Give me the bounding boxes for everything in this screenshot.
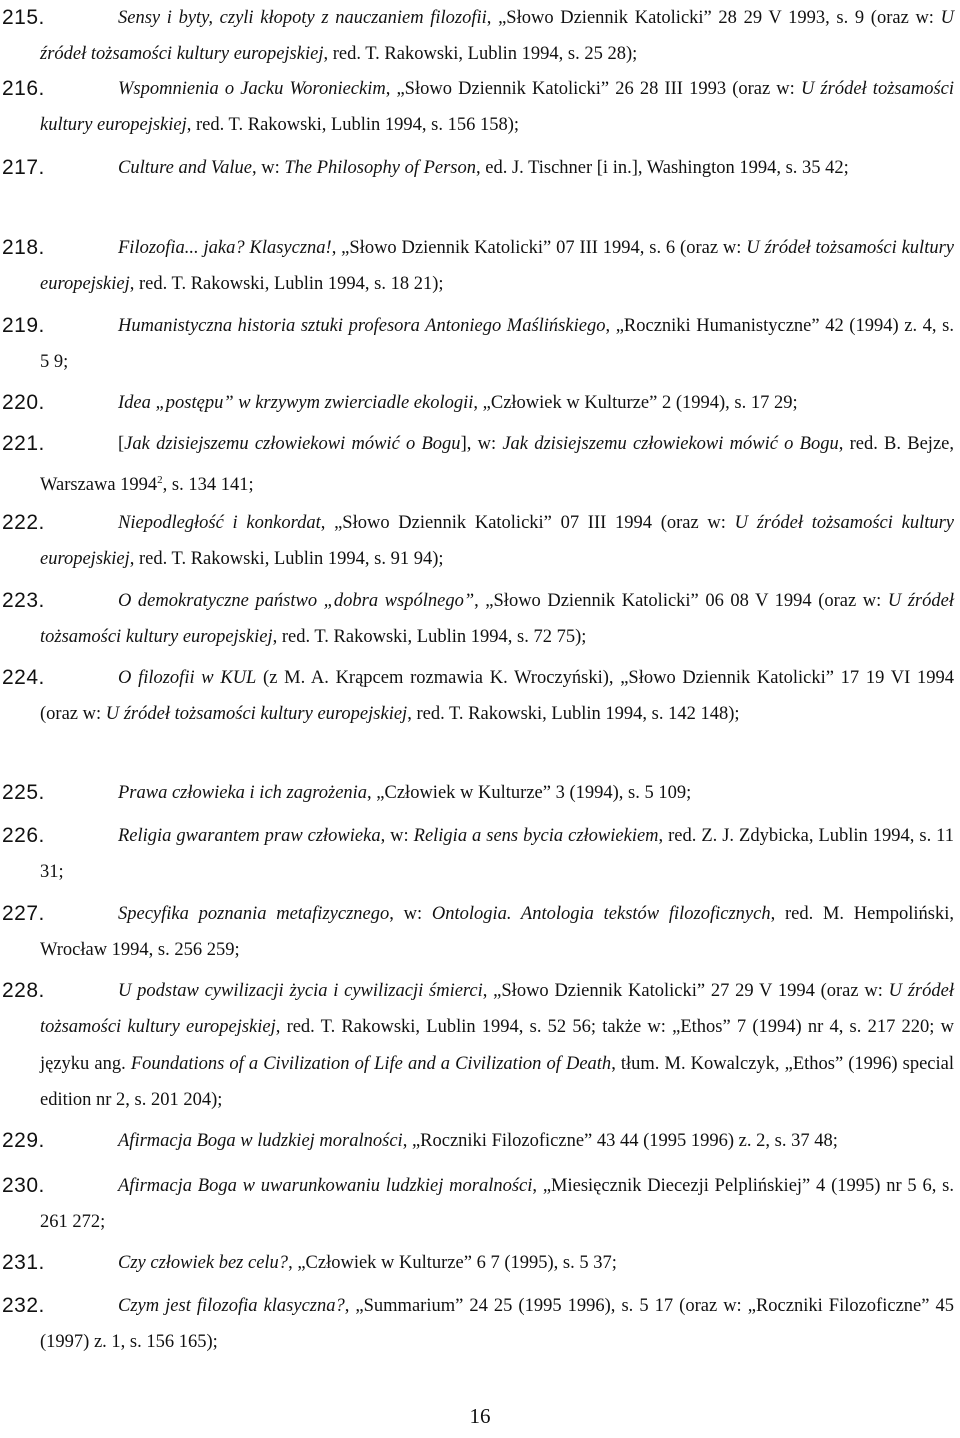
entry-number: 232. [2,1294,45,1317]
entry-number: 231. [2,1251,45,1274]
entry-text-segment: , red. T. Rakowski, Lublin 1994, s. 142 148); [407,704,740,725]
entry-number: 215. [2,6,45,29]
entry-title-italic: O demokratyczne państwo „dobra wspólnego” [118,591,475,611]
entry-title-italic: U źródeł tożsamości kultury europejskiej [105,704,408,725]
entry-text [40,1245,954,1281]
entry-number: 222. [2,511,45,534]
entry-title-italic: Religia gwarantem praw człowieka [118,826,381,846]
entry-text-segment: , „Słowo Dziennik Katolicki” 07 III 1994 (oraz w: [320,513,735,533]
entry-number: 230. [2,1174,45,1197]
entry-title-italic: Foundations of a Civilization of Life and a Civilization of Death [130,1053,612,1074]
entry-title-italic: Sensy i byty, czyli kłopoty z nauczaniem filozofii [118,8,487,28]
entry-title-italic: U źródeł tożsamości kultury europejskiej [40,591,954,648]
entry-text [40,973,954,1118]
entry-title-italic: Ontologia. Antologia tekstów filozoficznych [431,904,771,924]
entry-text-segment: 2 [157,474,163,487]
entry-text-segment: , „Summarium” 24 25 (1995 1996), s. 5 17 (oraz w: „Roczniki Filozoficzne” 45 (1997) z. 1, s. 156 165); [40,1296,954,1353]
entry-title-italic: The Philosophy of Person [284,158,476,178]
entry-text [40,505,954,578]
entry-text [40,385,954,421]
entry-text-segment: , „Człowiek w Kulturze” 2 (1994), s. 17 29; [473,393,798,413]
entry-title-italic: U źródeł tożsamości kultury europejskiej [40,981,954,1038]
entry-title-italic: Specyfika poznania metafizycznego [118,904,390,924]
entry-title-italic: Jak dzisiejszemu człowiekowi mówić o Bogu [124,434,461,454]
entry-number: 221. [2,432,45,455]
entry-text-segment: , red. T. Rakowski, Lublin 1994, s. 52 56; także w: „Ethos” 7 (1994) nr 4, s. 217 220; w języku ang. [40,1017,954,1074]
entry-text-segment: , „Roczniki Humanistyczne” 42 (1994) z. 4, s. 5 9; [40,316,954,373]
entry-text [40,896,954,969]
entry-number: 218. [2,236,45,259]
entry-text [40,308,954,381]
entry-title-italic: Humanistyczna historia sztuki profesora Antoniego Maślińskiego [118,316,606,336]
entry-text [40,583,954,656]
entry-text [40,1288,954,1361]
entry-number: 228. [2,979,45,1002]
entry-title-italic: U źródeł tożsamości kultury europejskiej [40,238,954,295]
entry-title-italic: Wspomnienia o Jacku Woronieckim [118,79,386,99]
entry-title-italic: Culture and Value [118,158,252,178]
entry-text [40,1168,954,1241]
entry-text [40,1123,954,1159]
entry-number: 217. [2,156,45,179]
entry-text-segment: , red. T. Rakowski, Lublin 1994, s. 25 28); [323,44,638,65]
entry-number: 225. [2,781,45,804]
page-number: 16 [469,1404,491,1428]
entry-title-italic: Czym jest filozofia klasyczna? [118,1296,345,1316]
entry-text-segment: , w: [389,904,432,924]
entry-text-segment: , „Człowiek w Kulturze” 3 (1994), s. 5 109; [367,783,692,803]
entry-number: 226. [2,824,45,847]
entry-title-italic: Afirmacja Boga w uwarunkowaniu ludzkiej moralności [118,1176,533,1196]
entry-text [40,71,954,144]
entry-number: 220. [2,391,45,414]
entry-text-segment: , red. T. Rakowski, Lublin 1994, s. 156 158); [186,115,520,136]
entry-text-segment: , „Słowo Dziennik Katolicki” 28 29 V 1993, s. 9 (oraz w: [486,8,941,28]
entry-text-segment: , tłum. M. Kowalczyk, „Ethos” (1996) special edition nr 2, s. 201 204); [40,1053,954,1110]
entry-number: 229. [2,1129,45,1152]
entry-text-segment: , red. T. Rakowski, Lublin 1994, s. 91 94); [129,549,444,570]
entry-title-italic: Jak dzisiejszemu człowiekowi mówić o Bogu [502,434,839,454]
entry-title-italic: Afirmacja Boga w ludzkiej moralności [118,1131,403,1151]
entry-title-italic: U źródeł tożsamości kultury europejskiej [40,79,954,136]
entry-text [40,150,954,186]
entry-title-italic: Idea „postępu” w krzywym zwierciadle ekologii [118,393,474,413]
entry-number: 223. [2,589,45,612]
entry-text [40,426,954,504]
entry-text [40,775,954,811]
entry-text-segment: , „Słowo Dziennik Katolicki” 06 08 V 1994 (oraz w: [474,591,888,611]
entry-text-segment: , red. B. Bejze, Warszawa 1994 [40,434,954,496]
entry-text-segment: [ [118,434,125,454]
entry-title-italic: Czy człowiek bez celu? [118,1253,289,1273]
entry-text [40,0,954,73]
entry-text-segment: ], w: [460,434,503,454]
entry-text-segment: , s. 134 141; [162,475,254,496]
entry-title-italic: Filozofia... jaka? Klasyczna! [118,238,332,258]
entry-text-segment: , „Miesięcznik Diecezji Pelplińskiej” 4 (1995) nr 5 6, s. 261 272; [40,1176,954,1233]
entry-title-italic: U podstaw cywilizacji życia i cywilizacji śmierci [118,981,483,1001]
entry-text-segment: , w: [380,826,414,846]
entry-text [40,818,954,891]
entry-number: 227. [2,902,45,925]
entry-text-segment: , „Słowo Dziennik Katolicki” 27 29 V 1994 (oraz w: [482,981,889,1001]
entry-text [40,660,954,733]
entry-title-italic: Niepodległość i konkordat [118,513,321,533]
entry-number: 216. [2,77,45,100]
entry-text [40,230,954,303]
entry-title-italic: U źródeł tożsamości kultury europejskiej [40,513,955,570]
entry-text-segment: , „Słowo Dziennik Katolicki” 26 28 III 1993 (oraz w: [385,79,801,99]
entry-text-segment: , „Roczniki Filozoficzne” 43 44 (1995 1996) z. 2, s. 37 48; [402,1131,838,1151]
entry-number: 224. [2,666,45,689]
entry-title-italic: Religia a sens bycia człowiekiem [413,826,659,846]
entry-title-italic: O filozofii w KUL [118,668,257,688]
entry-title-italic: Prawa człowieka i ich zagrożenia [118,783,368,803]
entry-text-segment: , w: [251,158,285,178]
entry-title-italic: U źródeł tożsamości kultury europejskiej [40,8,954,65]
entry-text-segment: (z M. A. Krąpcem rozmawia K. Wroczyński), „Słowo Dziennik Katolicki” 17 19 VI 1994 (oraz w: [40,668,954,725]
entry-number: 219. [2,314,45,337]
entry-text-segment: , red. M. Hempoliński, Wrocław 1994, s. 256 259; [40,904,954,961]
entry-text-segment: , red. T. Rakowski, Lublin 1994, s. 18 21); [129,274,444,295]
entry-text-segment: , „Człowiek w Kulturze” 6 7 (1995), s. 5 37; [288,1253,617,1273]
entry-text-segment: , ed. J. Tischner [i in.], Washington 1994, s. 35 42; [476,158,849,178]
entry-text-segment: , red. T. Rakowski, Lublin 1994, s. 72 75); [272,627,587,648]
entry-text-segment: , red. Z. J. Zdybicka, Lublin 1994, s. 11 31; [40,826,954,883]
entry-text-segment: , „Słowo Dziennik Katolicki” 07 III 1994, s. 6 (oraz w: [331,238,747,258]
